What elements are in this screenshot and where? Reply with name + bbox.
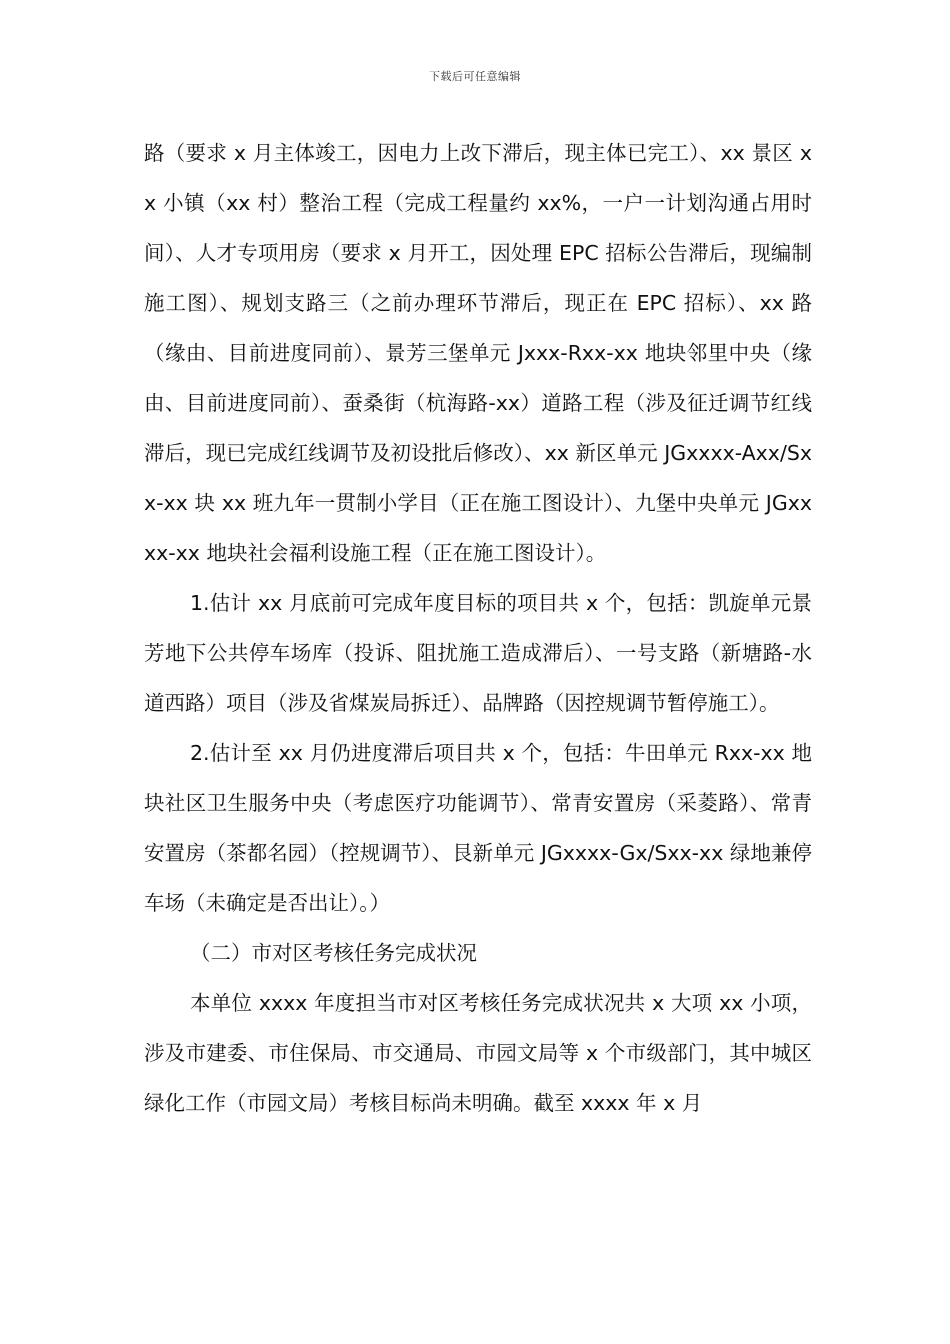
paragraph-item-2: 2.估计至 xx 月仍进度滞后项目共 x 个，包括：牛田单元 Rxx-xx 地块社区卫生服务中央（考虑医疗功能调节）、常青安置房（采菱路）、常青安置房（茶都名园）（控规调节）、艮新单元 JGxxxx-Gx/Sxx-xx 绿地兼停车场（未确定是否出让）。） [144,741,812,915]
paragraph-project-list: 路（要求 x 月主体竣工，因电力上改下滞后，现主体已完工）、xx 景区 xx 小镇（xx 村）整治工程（完成工程量约 xx%，一户一计划沟通占用时间）、人才专项用房（要求 x 月开工，因处理 EPC 招标公告滞后，现编制施工图）、规划支路三（之前办理环节滞后，现正在 EPC 招标）、xx 路（缘由、目前进度同前）、景芳三堡单元 Jxxx-Rxx-xx 地块邻里中央（缘由、目前进度同前）、蚕桑街（杭海路-xx）道路工程（涉及征迁调节红线滞后，现已完成红线调节及初设批后修改）、xx 新区单元 JGxxxx-Axx/Sxx-xx 块 xx 班九年一贯制小学目（正在施工图设计）、九堡中央单元 JGxxxx-xx 地块社会福利设施工程（正在施工图设计）。 [144,141,812,565]
section-heading: （二）市对区考核任务完成状况 [190,941,477,965]
paragraph-assessment: 本单位 xxxx 年度担当市对区考核任务完成状况共 x 大项 xx 小项，涉及市建委、市住保局、市交通局、市园文局等 x 个市级部门，其中城区绿化工作（市园文局）考核目标尚未明确。截至 xxxx 年 x 月 [144,991,812,1115]
document-body [144,128,812,1128]
page-header: 下载后可任意编辑 [429,70,521,83]
paragraph-item-1: 1.估计 xx 月底前可完成年度目标的项目共 x 个，包括：凯旋单元景芳地下公共停车场库（投诉、阻扰施工造成滞后）、一号支路（新塘路-水道西路）项目（涉及省煤炭局拆迁）、品牌路（因控规调节暂停施工）。 [144,591,812,715]
